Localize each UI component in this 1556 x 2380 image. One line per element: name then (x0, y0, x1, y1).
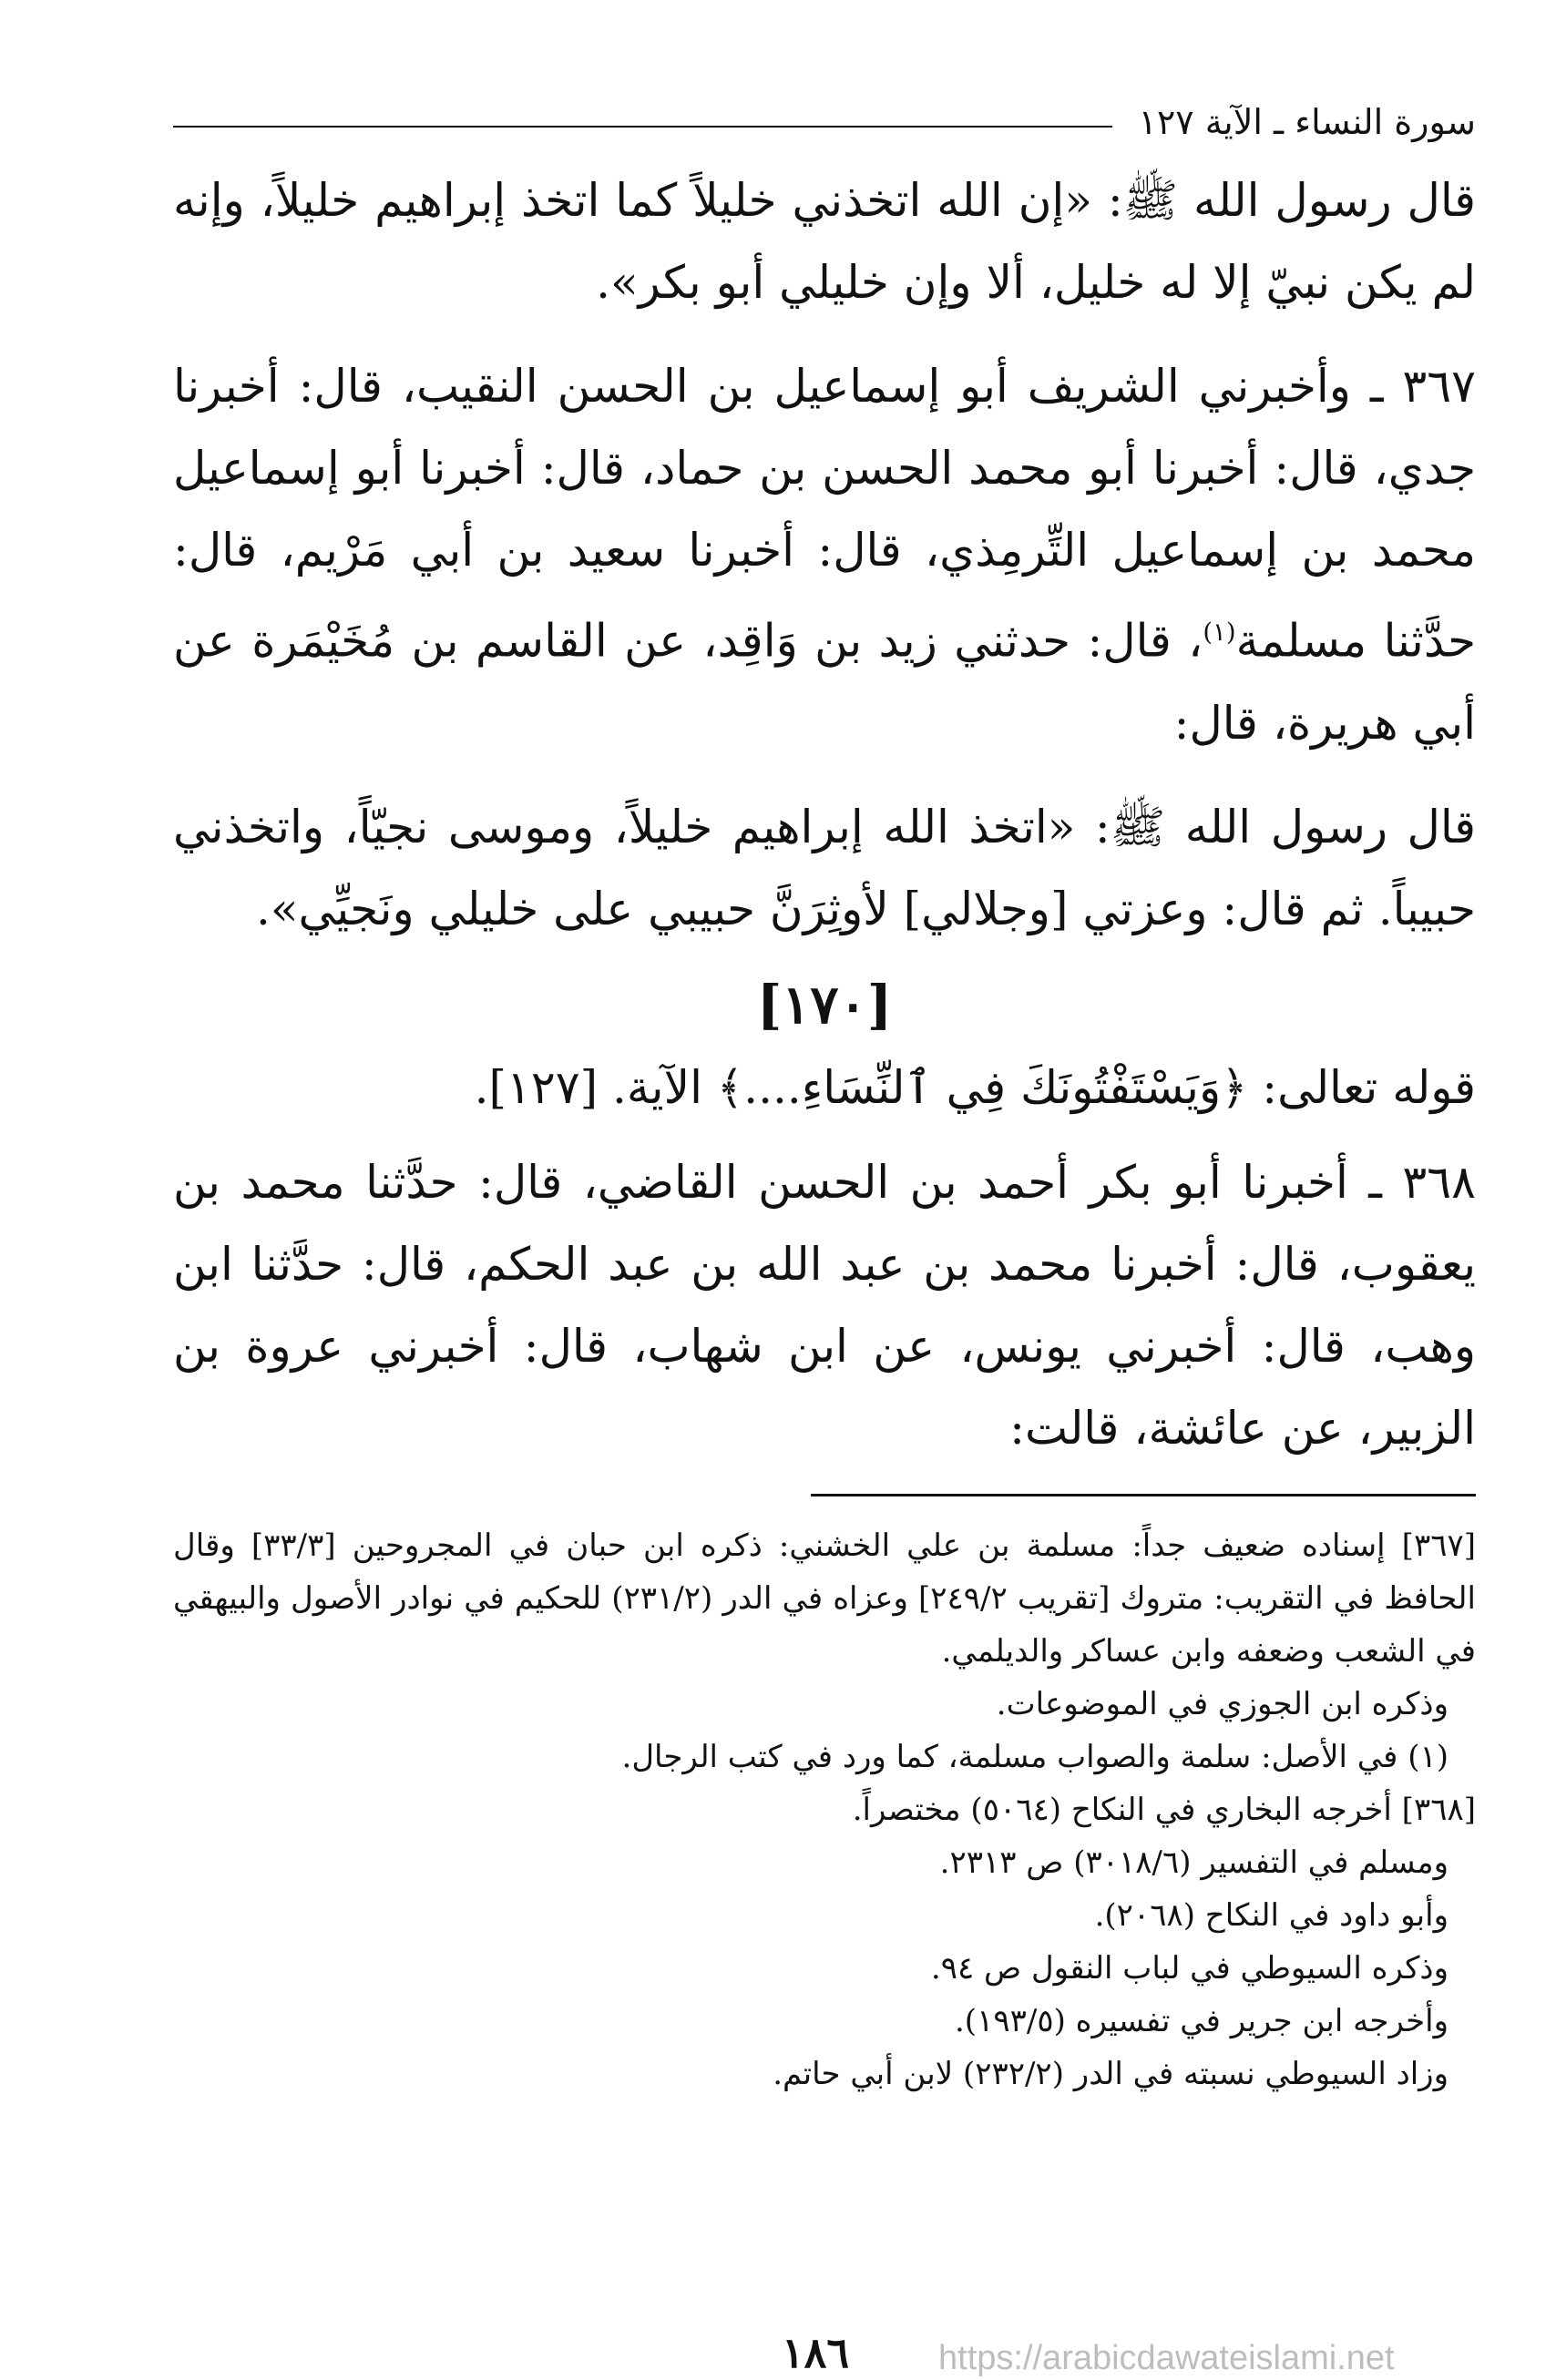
footnote-367-extra: وذكره ابن الجوزي في الموضوعات. (996, 1686, 1449, 1722)
footnote-368-tabari: وأخرجه ابن جرير في تفسيره (١٩٣/٥). (955, 2003, 1449, 2039)
paragraph-hadith-1: قال رسول الله ﷺ: «إن الله اتخذني خليلاً كما اتخذ إبراهيم خليلاً، وإنه لم يكن نبيّ إلا له خليل، ألا وإن خليلي أبو بكر». (173, 174, 1476, 309)
isnad-367-part-b: ، قال: حدثني زيد بن وَاقِد، عن القاسم بن مُخَيْمَرة عن أبي هريرة، قال: (173, 614, 1476, 750)
footnote-368: [٣٦٨] أخرجه البخاري في النكاح (٥٠٦٤) مختصراً. (852, 1792, 1476, 1828)
paragraph-verse: قوله تعالى: ﴿وَيَسْتَفْتُونَكَ فِي ٱلنِّسَاءِ....﴾ الآية. [١٢٧]. (474, 1060, 1476, 1114)
section-number: [١٧٠] (756, 973, 893, 1036)
footnote-368-abudawud: وأبو داود في النكاح (٢٠٦٨). (1094, 1897, 1449, 1934)
header-title: سورة النساء ـ الآية ١٢٧ (1138, 102, 1476, 142)
footnote-367: [٣٦٧] إسناده ضعيف جداً: مسلمة بن علي الخشني: ذكره ابن حبان في المجروحين [٣٣/٣] وقال الحافظ في التقريب: متروك [تقريب ٢٤٩/٢] وعزاه في الدر (٢٣١/٢) للحكيم في نوادر الأصول والبيهقي في الشعب وضعفه وابن عساكر والديلمي. (173, 1527, 1476, 1670)
footnotes (173, 1519, 1476, 2100)
header-rule (173, 126, 1112, 128)
footnote-368-muslim: ومسلم في التفسير (٣٠١٨/٦) ص ٢٣١٣. (939, 1844, 1449, 1881)
paragraph-isnad-367 (173, 345, 1476, 764)
footnote-rule (811, 1494, 1476, 1496)
footnote-368-suyuti: وذكره السيوطي في لباب النقول ص ٩٤. (930, 1950, 1449, 1987)
footnote-1: (١) في الأصل: سلمة والصواب مسلمة، كما ورد في كتب الرجال. (621, 1739, 1449, 1775)
running-header (173, 91, 1476, 142)
watermark-url: https://arabicdawateislami.net (938, 2339, 1395, 2377)
page-number: ١٨٦ (781, 2328, 850, 2377)
isnad-367-part-a: ٣٦٧ ـ وأخبرني الشريف أبو إسماعيل بن الحسن النقيب، قال: أخبرنا جدي، قال: أخبرنا أبو محمد الحسن بن حماد، قال: أخبرنا أبو إسماعيل محمد بن إسماعيل التِّرمِذي، قال: أخبرنا سعيد بن أبي مَرْيم، قال: حدَّثنا مسلمة (173, 360, 1477, 668)
footnote-368-durr: وزاد السيوطي نسبته في الدر (٢٣٢/٢) لابن أبي حاتم. (773, 2056, 1449, 2092)
footnote-ref-1: (١) (1203, 618, 1236, 647)
main-text (173, 159, 1476, 1482)
paragraph-hadith-2: قال رسول الله ﷺ: «اتخذ الله إبراهيم خليلاً، وموسى نجيّاً، واتخذني حبيباً. ثم قال: وعزتي [وجلالي] لأوثِرَنَّ حبيبي على خليلي ونَجيِّي». (173, 800, 1476, 935)
paragraph-isnad-368: ٣٦٨ ـ أخبرنا أبو بكر أحمد بن الحسن القاضي، قال: حدَّثنا محمد بن يعقوب، قال: أخبرنا محمد بن عبد الله بن عبد الحكم، قال: حدَّثنا ابن وهب، قال: أخبرني يونس، عن ابن شهاب، قال: أخبرني عروة بن الزبير، عن عائشة، قالت: (173, 1155, 1476, 1455)
